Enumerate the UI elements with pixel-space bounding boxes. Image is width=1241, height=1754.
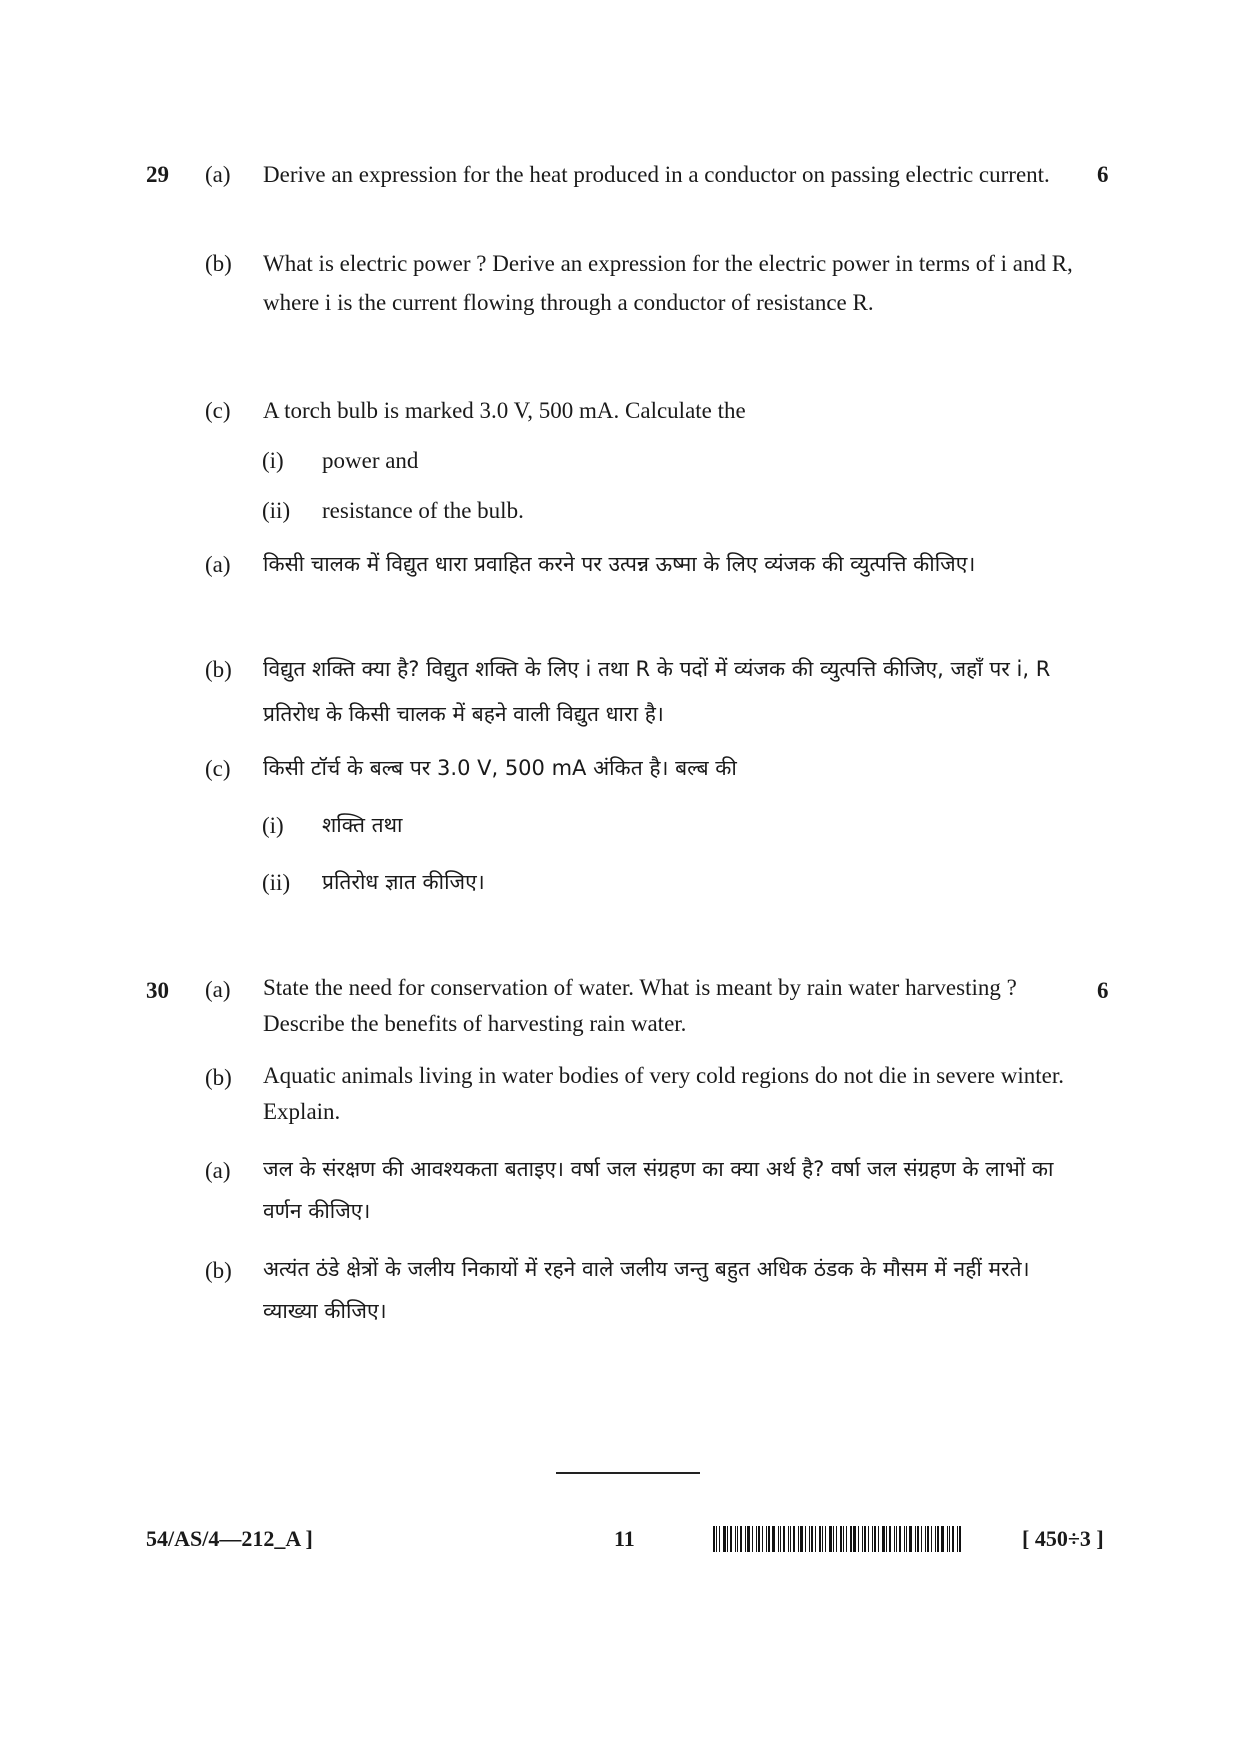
part-label: (a): [205, 1158, 231, 1183]
barcode-bar: [878, 1526, 879, 1552]
question-30-number: 30: [146, 978, 169, 1003]
barcode-bar: [740, 1526, 742, 1552]
barcode-bar: [921, 1526, 922, 1552]
barcode-bar: [850, 1526, 852, 1552]
sub-text: power and: [322, 448, 419, 473]
barcode-bar: [862, 1526, 863, 1552]
barcode-bar: [947, 1526, 948, 1552]
sub-text: शक्ति तथा: [322, 813, 403, 837]
barcode-bar: [790, 1526, 791, 1552]
part-label: (a): [205, 552, 231, 577]
barcode-bar: [752, 1526, 753, 1552]
barcode-bar: [949, 1526, 950, 1552]
barcode-bar: [768, 1526, 770, 1552]
barcode-bar: [882, 1526, 885, 1552]
sub-label: (i): [262, 448, 284, 473]
part-text: State the need for conservation of water. What is meant by rain water harvesting ? Describe the benefits of harvesting rain water.: [263, 975, 1017, 1036]
barcode-bar: [833, 1526, 834, 1552]
part-text: Derive an expression for the heat produced in a conductor on passing electric current.: [263, 162, 1050, 187]
barcode-bar: [909, 1526, 912, 1552]
part-text: जल के संरक्षण की आवश्यकता बताइए। वर्षा जल संग्रहण का क्या अर्थ है? वर्षा जल संग्रहण के लाभों का वर्णन कीजिए।: [263, 1157, 1054, 1223]
barcode-bar: [846, 1526, 847, 1552]
barcode-bar: [772, 1526, 775, 1552]
part-label: (c): [205, 756, 231, 781]
sub-text: प्रतिरोध ज्ञात कीजिए।: [322, 870, 485, 894]
barcode-bar: [811, 1526, 813, 1552]
barcode-bar: [798, 1526, 799, 1552]
paper-code: 54/AS/4—212_A ]: [146, 1526, 313, 1551]
barcode-bar: [829, 1526, 832, 1552]
barcode-bar: [952, 1526, 954, 1552]
sub-text: resistance of the bulb.: [322, 498, 524, 523]
question-30-marks: 6: [1097, 978, 1109, 1003]
barcode-bar: [935, 1526, 936, 1552]
barcode-bar: [874, 1526, 876, 1552]
barcode-bar: [809, 1526, 810, 1552]
barcode-bar: [822, 1526, 823, 1552]
barcode-bar: [931, 1526, 932, 1552]
barcode-bar: [896, 1526, 897, 1552]
question-29-number: 29: [146, 162, 169, 187]
barcode-bar: [917, 1526, 919, 1552]
barcode-bar: [778, 1526, 779, 1552]
barcode-bar: [959, 1526, 961, 1552]
part-text: Aquatic animals living in water bodies of very cold regions do not die in severe winter. Explain.: [263, 1063, 1064, 1124]
barcode-bar: [894, 1526, 895, 1552]
barcode-bar: [737, 1526, 738, 1552]
part-label: (c): [205, 398, 231, 423]
barcode-bar: [762, 1526, 763, 1552]
barcode-bar: [747, 1526, 750, 1552]
barcode-bar: [872, 1526, 873, 1552]
barcode-bar: [825, 1526, 826, 1552]
barcode-bar: [716, 1526, 717, 1552]
barcode-bar: [805, 1526, 806, 1552]
barcode-bar: [735, 1526, 736, 1552]
barcode-bar: [925, 1526, 926, 1552]
barcode-bar: [840, 1526, 842, 1552]
barcode-bar: [904, 1526, 905, 1552]
barcode-bar: [793, 1526, 795, 1552]
barcode-bar: [727, 1526, 728, 1552]
part-label: (b): [205, 251, 232, 276]
part-text: What is electric power ? Derive an expression for the electric power in terms of i and R, where i is the current flowing through a conductor of resistance R.: [263, 251, 1073, 315]
barcode-bar: [745, 1526, 746, 1552]
barcode-bar: [868, 1526, 869, 1552]
barcode-bar: [915, 1526, 916, 1552]
barcode-bar: [941, 1526, 944, 1552]
end-divider: [556, 1472, 700, 1474]
barcode-bar: [766, 1526, 767, 1552]
barcode-bar: [758, 1526, 760, 1552]
part-text: अत्यंत ठंडे क्षेत्रों के जलीय निकायों में रहने वाले जलीय जन्तु बहुत अधिक ठंडक के मौसम में नहीं मरते। व्याख्या कीजिए।: [263, 1257, 1030, 1323]
barcode-bar: [957, 1526, 958, 1552]
barcode-bar: [899, 1526, 901, 1552]
part-text: किसी टॉर्च के बल्ब पर 3.0 V, 500 mA अंकित है। बल्ब की: [263, 756, 737, 780]
barcode-bar: [800, 1526, 803, 1552]
part-label: (a): [205, 162, 231, 187]
part-label: (b): [205, 1065, 232, 1090]
barcode-bar: [886, 1526, 887, 1552]
sub-label: (ii): [262, 870, 291, 895]
barcode-bar: [853, 1526, 856, 1552]
barcode-bar: [937, 1526, 939, 1552]
barcode-bar: [889, 1526, 891, 1552]
barcode-bar: [927, 1526, 929, 1552]
barcode-bar: [858, 1526, 859, 1552]
barcode-bar: [723, 1526, 726, 1552]
page-number: 11: [614, 1526, 635, 1551]
part-label: (a): [205, 977, 231, 1002]
barcode-bar: [730, 1526, 732, 1552]
question-29-marks: 6: [1097, 162, 1109, 187]
sub-label: (ii): [262, 498, 291, 523]
barcode-bar: [836, 1526, 837, 1552]
barcode-bar: [756, 1526, 757, 1552]
barcode-bar: [819, 1526, 821, 1552]
barcode: [713, 1526, 965, 1552]
set-code: [ 450÷3 ]: [1022, 1526, 1104, 1551]
barcode-bar: [864, 1526, 866, 1552]
barcode-bar: [788, 1526, 789, 1552]
barcode-bar: [815, 1526, 816, 1552]
sub-label: (i): [262, 813, 284, 838]
part-text: A torch bulb is marked 3.0 V, 500 mA. Calculate the: [263, 398, 746, 423]
part-text: विद्युत शक्ति क्या है? विद्युत शक्ति के लिए i तथा R के पदों में व्यंजक की व्युत्पत्ति कीजिए, जहाँ पर i, R प्रतिरोध के किसी चालक में बहने वाली विद्युत धारा है।: [263, 657, 1051, 726]
barcode-bar: [783, 1526, 785, 1552]
barcode-bar: [843, 1526, 844, 1552]
barcode-bar: [719, 1526, 720, 1552]
part-text: किसी चालक में विद्युत धारा प्रवाहित करने पर उत्पन्न ऊष्मा के लिए व्यंजक की व्युत्पत्ति कीजिए।: [263, 552, 976, 576]
part-label: (b): [205, 1258, 232, 1283]
part-label: (b): [205, 657, 232, 682]
barcode-bar: [713, 1526, 715, 1552]
barcode-bar: [906, 1526, 907, 1552]
barcode-bar: [780, 1526, 781, 1552]
